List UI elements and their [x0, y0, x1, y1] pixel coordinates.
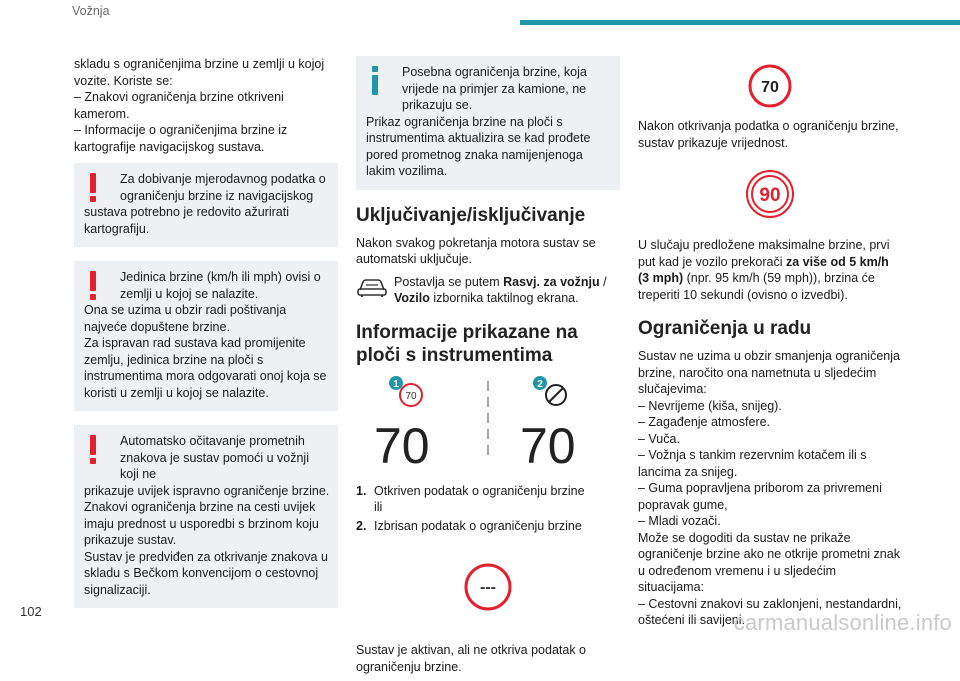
intro-line: – Znakovi ograničenja brzine otkriveni kamerom. — [74, 90, 284, 121]
note-text: Automatsko očitavanje prometnih znakova je sustav pomoći u vožnji koji ne — [120, 434, 309, 481]
no-limit-sign-label: --- — [480, 579, 496, 596]
list-item: – Vuča. — [638, 431, 680, 446]
menu-name: Rasvj. za vožnju — [503, 274, 600, 289]
intro-paragraph — [74, 56, 338, 155]
note-text: Prikaz ograničenja brzine na ploči s instrumentima aktualizira se kad prođete pored prometnog znaka namijenjenoga lakim vozilima. — [366, 114, 591, 178]
list-item: – Zagađenje atmosfere. — [638, 415, 771, 429]
warning-note — [74, 163, 338, 247]
page-number: 102 — [20, 604, 42, 619]
note-text: Sustav je predviđen za otkrivanje znakova u skladu s Bečkom konvencijom o cestovnoj signalizaciji. — [84, 549, 328, 597]
paragraph: Može se dogoditi da sustav ne prikaže ograničenje brzine ako ne otkrije prometni znak u određenom vremenu i u sljedećim situacijama: — [638, 530, 900, 594]
list-number: 2. — [356, 518, 367, 533]
note-text: Jedinica brzine (km/h ili mph) ovisi o zemlji u kojoj se nalazite. — [120, 270, 321, 301]
section-heading: Uključivanje/isključivanje — [356, 204, 586, 226]
list-text: Izbrisan podatak o ograničenju brzine — [374, 518, 582, 533]
list-item: – Nevrijeme (kiša, snijeg). — [638, 398, 782, 413]
list-item — [356, 518, 620, 535]
sign-70-label: 70 — [761, 79, 779, 96]
section-heading: Ograničenja u radu — [638, 318, 812, 339]
running-header: Vožnja — [72, 4, 110, 18]
cluster-svg — [356, 375, 620, 475]
text: (npr. 95 km/h (59 mph)), brzina će treperiti 10 sekundi (ovisno o izvedbi). — [638, 271, 875, 302]
warning-exclamation-icon — [86, 271, 100, 301]
speed-limit-70-sign-icon — [748, 64, 792, 108]
note-text: prikazuje uvijek ispravno ograničenje brzine. — [84, 483, 330, 498]
note-text: sustava potrebno je redovito ažurirati kartografiju. — [84, 205, 289, 236]
car-menu-icon — [356, 276, 388, 298]
callout-badge-2-label: 2 — [537, 378, 543, 390]
paragraph: Sustav ne uzima u obzir smanjenja ograničenja brzine, naročito ona nametnuta u sljedećim slučajevima: — [638, 349, 900, 396]
note-text: Ona se uzima u obzir radi poštivanja najveće dopuštene brzine. — [84, 303, 287, 334]
text: U slučaju predložene maksimalne brzine, prvi put kad je vozilo prekorači — [638, 238, 890, 269]
text: / — [599, 274, 607, 289]
note-text: Za dobivanje mjerodavnog podatka o ograničenju brzine iz navigacijskog — [120, 172, 326, 203]
intro-line: – Informacije o ograničenjima brzine iz kartografije navigacijskog sustava. — [74, 123, 288, 154]
watermark: carmanualsonline.info — [733, 610, 952, 635]
text: izbornika taktilnog ekrana. — [429, 291, 579, 305]
list-item: – Vožnja s tankim rezervnim kotačem ili s lancima za snijeg. — [638, 448, 867, 479]
list-item: – Mladi vozači. — [638, 514, 721, 528]
list-item — [356, 483, 620, 516]
paragraph: Sustav je aktivan, ali ne otkriva podatak o ograničenju brzine. — [356, 643, 586, 674]
settings-path-row — [356, 274, 620, 307]
note-text: Znakovi ograničenja brzine na cesti uvijek imaju prednost u usporedbi s brzinom koju prikazuje sustav. — [84, 500, 319, 547]
speed-readout-right: 70 — [520, 417, 576, 474]
column-3 — [638, 56, 902, 629]
warning-note — [74, 425, 338, 608]
header-accent-bar — [520, 20, 960, 25]
section-heading: Informacije prikazane na ploči s instrumentima — [356, 321, 578, 366]
warning-exclamation-icon — [86, 435, 100, 465]
speed-readout-left: 70 — [374, 417, 430, 474]
warning-exclamation-icon — [86, 173, 100, 203]
bold-text: za više od 5 km/h (3 mph) — [638, 254, 889, 285]
flashing-speed-limit-90-sign-icon — [745, 169, 795, 219]
list-number: 1. — [356, 483, 367, 498]
no-limit-detected-sign-icon — [463, 562, 513, 612]
speed-limit-sign-label: 70 — [405, 390, 417, 402]
info-note — [356, 56, 620, 190]
text: Postavlja se putem — [394, 274, 504, 289]
paragraph — [638, 237, 902, 303]
paragraph: Nakon svakog pokretanja motora sustav se automatski uključuje. — [356, 235, 596, 266]
note-text: Posebna ograničenja brzine, koja vrijede na primjer za kamione, ne prikazuju se. — [402, 65, 587, 112]
warning-note — [74, 261, 338, 411]
intro-line: skladu s ograničenjima brzine u zemlji u kojoj vozite. Koriste se: — [74, 57, 325, 88]
instrument-cluster-illustration — [356, 375, 620, 475]
info-icon — [368, 66, 382, 96]
note-text: Za ispravan rad sustava kad promijenite zemlju, jedinica brzine na ploči s instrumentima mora odgovarati onoj koja se koristi u zemlji u kojoj se nalazite. — [84, 336, 327, 400]
list-item: – Guma popravljena priborom za privremeni popravak gume, — [638, 481, 882, 512]
list-item: – Cestovni znakovi su zaklonjeni, nestandardni, oštećeni ili savijeni. — [638, 596, 902, 627]
column-1 — [74, 56, 338, 622]
column-2 — [356, 56, 620, 681]
sign-90-label: 90 — [759, 185, 781, 206]
callout-badge-1-label: 1 — [393, 378, 399, 390]
menu-name: Vozilo — [394, 291, 430, 305]
paragraph: Nakon otkrivanja podatka o ograničenju brzine, sustav prikazuje vrijednost. — [638, 119, 899, 150]
list-text: Otkriven podatak o ograničenju brzine — [374, 483, 585, 498]
list-subtext: ili — [374, 500, 383, 514]
